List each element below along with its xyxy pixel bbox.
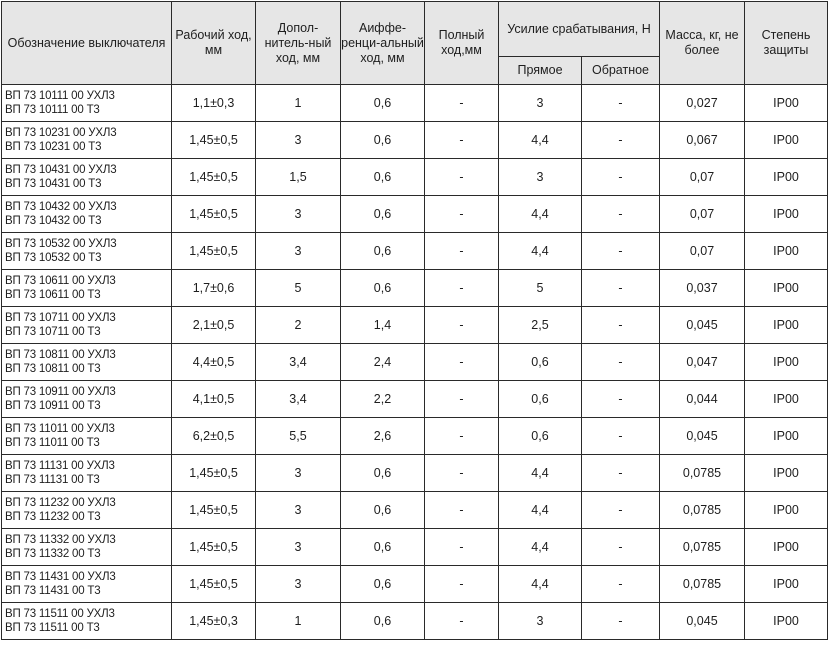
cell-designation: [2, 381, 172, 418]
designation-t3: ВП 73 10911 00 Т3: [5, 400, 101, 412]
cell-mass: 0,0785: [660, 455, 745, 492]
designation-t3: ВП 73 11011 00 Т3: [5, 437, 100, 449]
designation-uhl3: ВП 73 10231 00 УХЛ3: [5, 127, 117, 139]
cell-mass: 0,047: [660, 344, 745, 381]
designation-t3: ВП 73 11131 00 Т3: [5, 474, 100, 486]
header-force-reverse: Обратное: [582, 57, 660, 85]
cell-protection: IP00: [745, 381, 828, 418]
designation-t3: ВП 73 10111 00 Т3: [5, 104, 100, 116]
header-additional-travel: Допол-нитель-ный ход, мм: [256, 2, 341, 85]
cell-working-travel: 6,2±0,5: [172, 418, 256, 455]
designation-uhl3: ВП 73 11332 00 УХЛ3: [5, 534, 116, 546]
cell-force-direct: 0,6: [499, 418, 582, 455]
header-mass: Масса, кг, не более: [660, 2, 745, 85]
cell-differential-travel: 0,6: [341, 455, 425, 492]
cell-working-travel: 1,45±0,5: [172, 196, 256, 233]
table-row: [2, 270, 828, 307]
cell-additional-travel: 3: [256, 196, 341, 233]
cell-additional-travel: 3: [256, 529, 341, 566]
cell-protection: IP00: [745, 603, 828, 640]
cell-differential-travel: 2,4: [341, 344, 425, 381]
cell-force-reverse: -: [582, 603, 660, 640]
cell-force-direct: 5: [499, 270, 582, 307]
cell-working-travel: 1,45±0,3: [172, 603, 256, 640]
cell-force-reverse: -: [582, 492, 660, 529]
cell-full-travel: -: [425, 159, 499, 196]
cell-protection: IP00: [745, 529, 828, 566]
cell-mass: 0,07: [660, 196, 745, 233]
designation-t3: ВП 73 10532 00 Т3: [5, 252, 102, 264]
designation-t3: ВП 73 11332 00 Т3: [5, 548, 101, 560]
cell-protection: IP00: [745, 233, 828, 270]
cell-differential-travel: 1,4: [341, 307, 425, 344]
cell-full-travel: -: [425, 492, 499, 529]
designation-uhl3: ВП 73 11232 00 УХЛ3: [5, 497, 116, 509]
table-row: [2, 566, 828, 603]
cell-designation: [2, 455, 172, 492]
cell-force-reverse: -: [582, 344, 660, 381]
cell-additional-travel: 3: [256, 122, 341, 159]
table-row: [2, 603, 828, 640]
cell-differential-travel: 0,6: [341, 122, 425, 159]
designation-uhl3: ВП 73 10811 00 УХЛ3: [5, 349, 116, 361]
table-row: [2, 85, 828, 122]
cell-mass: 0,07: [660, 159, 745, 196]
cell-full-travel: -: [425, 381, 499, 418]
cell-protection: IP00: [745, 85, 828, 122]
cell-differential-travel: 2,2: [341, 381, 425, 418]
table-row: [2, 307, 828, 344]
cell-differential-travel: 0,6: [341, 85, 425, 122]
cell-force-reverse: -: [582, 455, 660, 492]
cell-full-travel: -: [425, 233, 499, 270]
cell-designation: [2, 529, 172, 566]
cell-full-travel: -: [425, 455, 499, 492]
cell-working-travel: 1,45±0,5: [172, 122, 256, 159]
designation-uhl3: ВП 73 10432 00 УХЛ3: [5, 201, 117, 213]
cell-designation: [2, 233, 172, 270]
cell-full-travel: -: [425, 418, 499, 455]
designation-uhl3: ВП 73 10911 00 УХЛ3: [5, 386, 116, 398]
header-protection: Степень защиты: [745, 2, 828, 85]
cell-additional-travel: 2: [256, 307, 341, 344]
cell-force-direct: 4,4: [499, 566, 582, 603]
cell-full-travel: -: [425, 307, 499, 344]
cell-working-travel: 4,1±0,5: [172, 381, 256, 418]
cell-additional-travel: 5,5: [256, 418, 341, 455]
cell-mass: 0,0785: [660, 529, 745, 566]
table-row: [2, 492, 828, 529]
designation-t3: ВП 73 11511 00 Т3: [5, 622, 100, 634]
cell-working-travel: 1,45±0,5: [172, 492, 256, 529]
designation-t3: ВП 73 11232 00 Т3: [5, 511, 101, 523]
cell-full-travel: -: [425, 529, 499, 566]
cell-differential-travel: 2,6: [341, 418, 425, 455]
cell-force-direct: 4,4: [499, 122, 582, 159]
cell-force-direct: 0,6: [499, 381, 582, 418]
cell-mass: 0,067: [660, 122, 745, 159]
cell-protection: IP00: [745, 344, 828, 381]
cell-force-direct: 3: [499, 603, 582, 640]
cell-working-travel: 1,45±0,5: [172, 233, 256, 270]
header-designation: Обозначение выключателя: [2, 2, 172, 85]
cell-force-direct: 4,4: [499, 529, 582, 566]
cell-designation: [2, 307, 172, 344]
cell-mass: 0,044: [660, 381, 745, 418]
header-differential-travel: Аиффе-ренци-альный ход, мм: [341, 2, 425, 85]
designation-t3: ВП 73 10432 00 Т3: [5, 215, 102, 227]
cell-working-travel: 1,7±0,6: [172, 270, 256, 307]
table-row: [2, 233, 828, 270]
cell-protection: IP00: [745, 196, 828, 233]
cell-protection: IP00: [745, 122, 828, 159]
table-header: [2, 2, 828, 85]
cell-designation: [2, 344, 172, 381]
cell-force-reverse: -: [582, 418, 660, 455]
cell-mass: 0,045: [660, 603, 745, 640]
cell-protection: IP00: [745, 307, 828, 344]
cell-force-direct: 3: [499, 159, 582, 196]
cell-differential-travel: 0,6: [341, 159, 425, 196]
designation-uhl3: ВП 73 11131 00 УХЛ3: [5, 460, 115, 472]
cell-full-travel: -: [425, 196, 499, 233]
designation-uhl3: ВП 73 10611 00 УХЛ3: [5, 275, 116, 287]
cell-force-direct: 4,4: [499, 196, 582, 233]
cell-full-travel: -: [425, 85, 499, 122]
cell-force-reverse: -: [582, 270, 660, 307]
cell-force-reverse: -: [582, 529, 660, 566]
cell-working-travel: 1,1±0,3: [172, 85, 256, 122]
cell-force-direct: 3: [499, 85, 582, 122]
cell-working-travel: 1,45±0,5: [172, 566, 256, 603]
cell-protection: IP00: [745, 270, 828, 307]
table-row: [2, 529, 828, 566]
cell-designation: [2, 270, 172, 307]
cell-force-reverse: -: [582, 381, 660, 418]
cell-force-reverse: -: [582, 122, 660, 159]
cell-protection: IP00: [745, 566, 828, 603]
cell-designation: [2, 85, 172, 122]
cell-additional-travel: 3,4: [256, 344, 341, 381]
cell-additional-travel: 5: [256, 270, 341, 307]
cell-differential-travel: 0,6: [341, 196, 425, 233]
cell-force-direct: 4,4: [499, 233, 582, 270]
cell-mass: 0,037: [660, 270, 745, 307]
designation-t3: ВП 73 11431 00 Т3: [5, 585, 101, 597]
cell-force-reverse: -: [582, 196, 660, 233]
cell-mass: 0,0785: [660, 566, 745, 603]
cell-full-travel: -: [425, 122, 499, 159]
cell-protection: IP00: [745, 418, 828, 455]
header-force-direct: Прямое: [499, 57, 582, 85]
cell-force-reverse: -: [582, 233, 660, 270]
table-row: [2, 418, 828, 455]
cell-protection: IP00: [745, 455, 828, 492]
cell-designation: [2, 418, 172, 455]
designation-uhl3: ВП 73 11011 00 УХЛ3: [5, 423, 115, 435]
cell-full-travel: -: [425, 270, 499, 307]
cell-additional-travel: 1: [256, 603, 341, 640]
cell-working-travel: 2,1±0,5: [172, 307, 256, 344]
cell-differential-travel: 0,6: [341, 492, 425, 529]
designation-t3: ВП 73 10431 00 Т3: [5, 178, 102, 190]
cell-working-travel: 1,45±0,5: [172, 529, 256, 566]
designation-t3: ВП 73 10611 00 Т3: [5, 289, 101, 301]
cell-force-reverse: -: [582, 85, 660, 122]
cell-differential-travel: 0,6: [341, 270, 425, 307]
cell-designation: [2, 603, 172, 640]
cell-force-reverse: -: [582, 307, 660, 344]
table-row: [2, 159, 828, 196]
designation-uhl3: ВП 73 10111 00 УХЛ3: [5, 90, 115, 102]
cell-additional-travel: 3,4: [256, 381, 341, 418]
cell-full-travel: -: [425, 344, 499, 381]
cell-force-reverse: -: [582, 566, 660, 603]
cell-force-direct: 4,4: [499, 492, 582, 529]
cell-differential-travel: 0,6: [341, 233, 425, 270]
cell-full-travel: -: [425, 603, 499, 640]
cell-additional-travel: 3: [256, 492, 341, 529]
cell-mass: 0,045: [660, 418, 745, 455]
table-row: [2, 455, 828, 492]
cell-additional-travel: 3: [256, 455, 341, 492]
cell-protection: IP00: [745, 159, 828, 196]
designation-t3: ВП 73 10711 00 Т3: [5, 326, 101, 338]
table-row: [2, 381, 828, 418]
cell-working-travel: 1,45±0,5: [172, 455, 256, 492]
cell-differential-travel: 0,6: [341, 603, 425, 640]
cell-full-travel: -: [425, 566, 499, 603]
designation-uhl3: ВП 73 10532 00 УХЛ3: [5, 238, 117, 250]
designation-uhl3: ВП 73 10711 00 УХЛ3: [5, 312, 116, 324]
cell-working-travel: 4,4±0,5: [172, 344, 256, 381]
cell-force-direct: 4,4: [499, 455, 582, 492]
cell-additional-travel: 1,5: [256, 159, 341, 196]
designation-t3: ВП 73 10811 00 Т3: [5, 363, 101, 375]
cell-additional-travel: 1: [256, 85, 341, 122]
cell-additional-travel: 3: [256, 566, 341, 603]
designation-t3: ВП 73 10231 00 Т3: [5, 141, 102, 153]
cell-mass: 0,07: [660, 233, 745, 270]
cell-force-direct: 2,5: [499, 307, 582, 344]
cell-differential-travel: 0,6: [341, 566, 425, 603]
cell-designation: [2, 159, 172, 196]
designation-uhl3: ВП 73 11431 00 УХЛ3: [5, 571, 116, 583]
cell-designation: [2, 196, 172, 233]
cell-mass: 0,027: [660, 85, 745, 122]
cell-force-direct: 0,6: [499, 344, 582, 381]
switch-spec-table: [1, 1, 828, 640]
cell-mass: 0,045: [660, 307, 745, 344]
table-row: [2, 122, 828, 159]
table-row: [2, 196, 828, 233]
header-full-travel: Полный ход,мм: [425, 2, 499, 85]
cell-designation: [2, 492, 172, 529]
cell-designation: [2, 122, 172, 159]
table-row: [2, 344, 828, 381]
table-body: [2, 85, 828, 640]
header-force-group: Усилие срабатывания, Н: [499, 2, 660, 57]
header-working-travel: Рабочий ход, мм: [172, 2, 256, 85]
cell-protection: IP00: [745, 492, 828, 529]
cell-differential-travel: 0,6: [341, 529, 425, 566]
designation-uhl3: ВП 73 10431 00 УХЛ3: [5, 164, 117, 176]
cell-designation: [2, 566, 172, 603]
cell-additional-travel: 3: [256, 233, 341, 270]
cell-working-travel: 1,45±0,5: [172, 159, 256, 196]
designation-uhl3: ВП 73 11511 00 УХЛ3: [5, 608, 115, 620]
cell-mass: 0,0785: [660, 492, 745, 529]
cell-force-reverse: -: [582, 159, 660, 196]
